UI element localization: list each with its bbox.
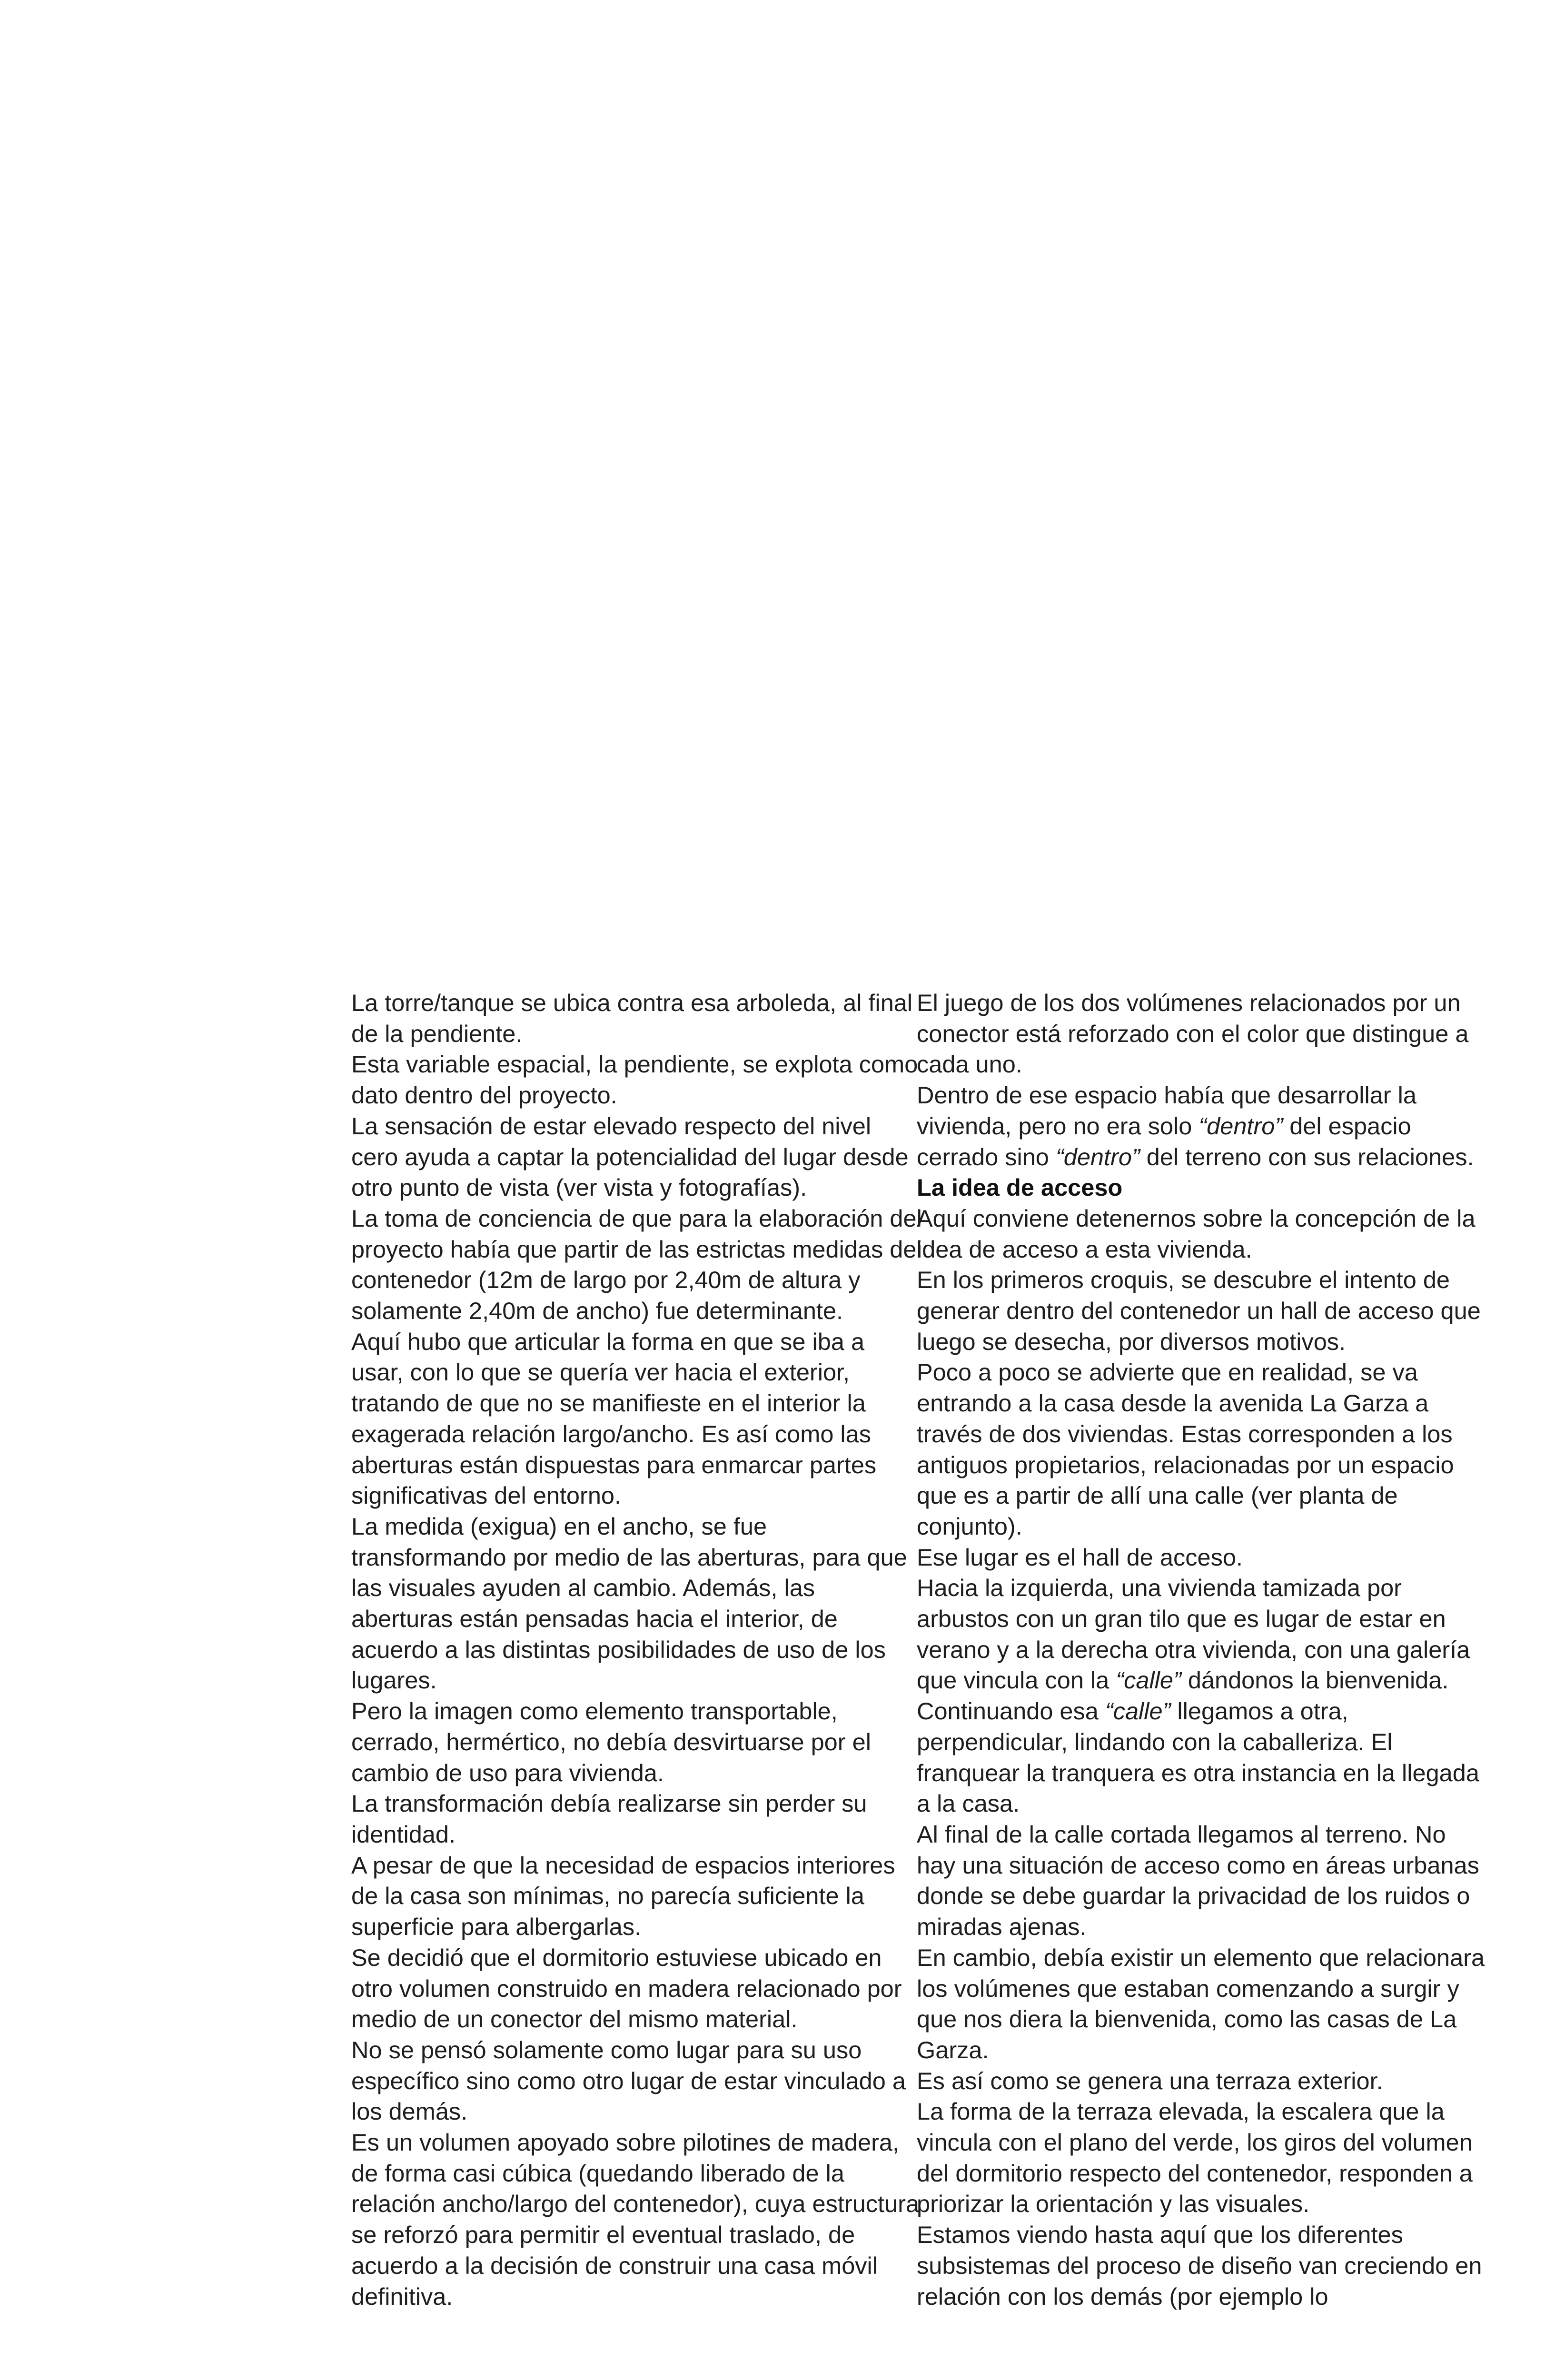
paragraph: En cambio, debía existir un elemento que relacionara los volúmenes que estaban comenzando a surgir y que nos diera la bienvenida, como las casas de La Garza.	[917, 1944, 1485, 2063]
paragraph: Ese lugar es el hall de acceso.	[917, 1543, 1243, 1571]
text-run: dándonos la bienvenida.	[1181, 1666, 1449, 1694]
paragraph	[917, 1080, 1488, 1172]
italic-term: “dentro”	[1199, 1112, 1283, 1140]
paragraph: Estamos viendo hasta aquí que los diferentes subsistemas del proceso de diseño van creciendo en relación con los demás (por ejemplo lo	[917, 2221, 1482, 2310]
paragraph	[917, 1696, 1488, 1819]
paragraph: La transformación debía realizarse sin perder su identidad.	[351, 1790, 867, 1848]
paragraph: Esta variable espacial, la pendiente, se explota como dato dentro del proyecto.	[351, 1051, 918, 1109]
paragraph: La torre/tanque se ubica contra esa arboleda, al final de la pendiente.	[351, 989, 913, 1047]
left-text-column	[351, 988, 922, 2312]
paragraph: El juego de los dos volúmenes relacionados por un conector está reforzado con el color que distingue a cada uno.	[917, 989, 1469, 1078]
paragraph: Se decidió que el dormitorio estuviese ubicado en otro volumen construido en madera relacionado por medio de un conector del mismo material.	[351, 1944, 902, 2033]
paragraph: En los primeros croquis, se descubre el intento de generar dentro del contenedor un hall de acceso que luego se desecha, por diversos motivos.	[917, 1266, 1481, 1355]
text-run: llegamos a otra, perpendicular, lindando con la caballeriza. El franquear la tranquera es otra instancia en la llegada a la casa.	[917, 1697, 1479, 1817]
italic-term: “dentro”	[1055, 1143, 1140, 1170]
paragraph: Es así como se genera una terraza exterior.	[917, 2067, 1383, 2094]
paragraph: Pero la imagen como elemento transportable, cerrado, hermértico, no debía desvirtuarse por el cambio de uso para vivienda.	[351, 1697, 871, 1786]
paragraph: La medida (exigua) en el ancho, se fue transformando por medio de las aberturas, para que las visuales ayuden al cambio. Además, las aberturas están pensadas hacia el interior, de acuerdo a las distintas posibilidades de uso de los lugares.	[351, 1512, 907, 1694]
text-run: Continuando esa	[917, 1697, 1105, 1725]
text-run: Hacia la izquierda, una vivienda tamizada por arbustos con un gran tilo que es lugar de estar en verano y a la derecha otra vivienda, con una galería que vincula con la	[917, 1574, 1470, 1694]
paragraph: La sensación de estar elevado respecto del nivel cero ayuda a captar la potencialidad del lugar desde otro punto de vista (ver vista y fotografías).	[351, 1112, 909, 1201]
paragraph: La toma de conciencia de que para la elaboración del proyecto había que partir de las estrictas medidas del contenedor (12m de largo por 2,40m de altura y solamente 2,40m de ancho) fue determinante.	[351, 1204, 922, 1325]
paragraph: Es un volumen apoyado sobre pilotines de madera, de forma casi cúbica (quedando liberado de la relación ancho/largo del contenedor), cuya estructura se reforzó para permitir el eventual traslado, de acuerdo a la decisión de construir una casa móvil definitiva.	[351, 2129, 920, 2310]
paragraph: La forma de la terraza elevada, la escalera que la vincula con el plano del verde, los giros del volumen del dormitorio respecto del contenedor, responden a priorizar la orientación y las visuales.	[917, 2098, 1473, 2218]
paragraph: Poco a poco se advierte que en realidad, se va entrando a la casa desde la avenida La Garza a través de dos viviendas. Estas corresponden a los antiguos propietarios, relacionadas por un espacio que es a partir de allí una calle (ver planta de conjunto).	[917, 1359, 1454, 1540]
right-text-column	[917, 988, 1488, 2312]
paragraph	[917, 1573, 1488, 1696]
italic-term: “calle”	[1116, 1666, 1181, 1694]
text-run: Dentro de ese espacio había que desarrollar la vivienda, pero no era solo	[917, 1081, 1416, 1140]
paragraph: No se pensó solamente como lugar para su uso específico sino como otro lugar de estar vinculado a los demás.	[351, 2036, 906, 2125]
paragraph: Aquí hubo que articular la forma en que se iba a usar, con lo que se quería ver hacia el exterior, tratando de que no se manifieste en el interior la exagerada relación largo/ancho. Es así como las aberturas están dispuestas para enmarcar partes significativas del entorno.	[351, 1328, 877, 1509]
paragraph: Aquí conviene detenernos sobre la concepción de la idea de acceso a esta vivienda.	[917, 1204, 1476, 1263]
section-heading: La idea de acceso	[917, 1174, 1123, 1201]
italic-term: “calle”	[1105, 1697, 1171, 1725]
paragraph: Al final de la calle cortada llegamos al terreno. No hay una situación de acceso como en áreas urbanas donde se debe guardar la privacidad de los ruidos o miradas ajenas.	[917, 1820, 1479, 1941]
paragraph: A pesar de que la necesidad de espacios interiores de la casa son mínimas, no parecía suficiente la superficie para albergarlas.	[351, 1851, 895, 1941]
text-run: del terreno con sus relaciones.	[1139, 1143, 1474, 1170]
text-run: del espacio cerrado sino	[917, 1112, 1411, 1170]
